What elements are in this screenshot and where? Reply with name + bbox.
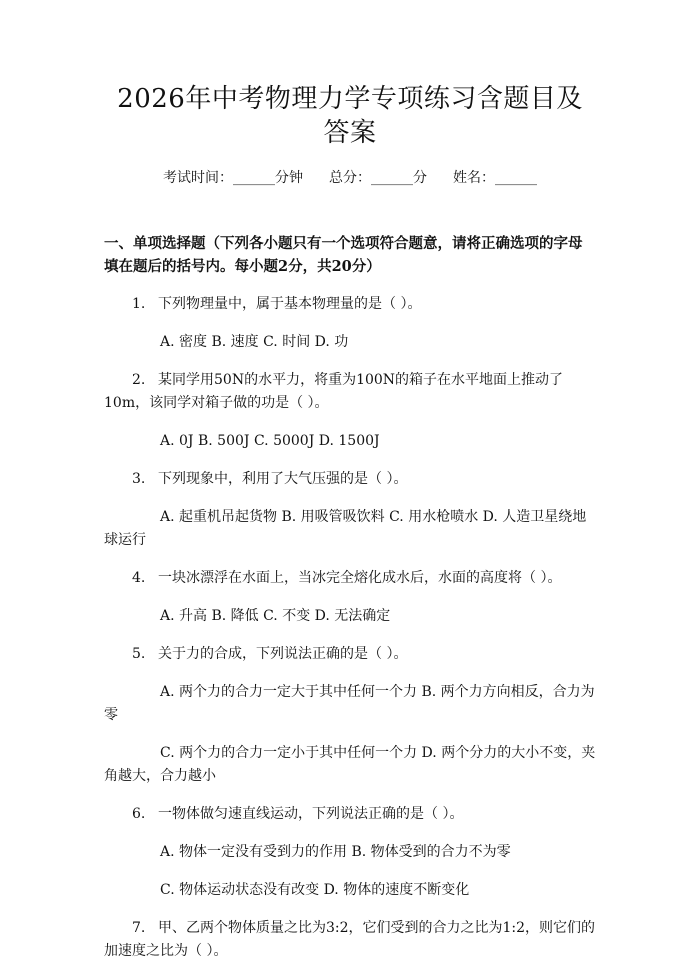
exam-time-field: 考试时间：______分钟 bbox=[163, 170, 303, 186]
question-item bbox=[104, 293, 596, 316]
question-item bbox=[104, 803, 596, 826]
question-options: A. 升高 B. 降低 C. 不变 D. 无法确定 bbox=[160, 608, 391, 624]
question-number: 2. bbox=[132, 372, 146, 388]
question-number: 1. bbox=[132, 296, 146, 312]
question-item bbox=[104, 468, 596, 491]
question-item bbox=[104, 917, 596, 963]
question-number: 4. bbox=[132, 570, 146, 586]
question-number: 3. bbox=[132, 471, 146, 487]
question-options: A. 密度 B. 速度 C. 时间 D. 功 bbox=[160, 334, 349, 350]
question-item bbox=[104, 643, 596, 666]
document-title: 2026年中考物理力学专项练习含题目及答案 bbox=[117, 84, 583, 148]
question-options: A. 起重机吊起货物 B. 用吸管吸饮料 C. 用水枪喷水 D. 人造卫星绕地球运行 bbox=[104, 509, 587, 548]
section-heading: 一、单项选择题（下列各小题只有一个选项符合题意，请将正确选项的字母填在题后的括号内。每小题2分，共20分） bbox=[104, 235, 583, 275]
question-stem: 甲、乙两个物体质量之比为3:2，它们受到的合力之比为1:2，则它们的加速度之比为（ ）。 bbox=[104, 920, 596, 959]
question-number: 7. bbox=[132, 920, 146, 936]
question-options: C. 两个力的合力一定小于其中任何一个力 D. 两个分力的大小不变，夹角越大，合力越小 bbox=[104, 745, 596, 784]
question-options: C. 物体运动状态没有改变 D. 物体的速度不断变化 bbox=[160, 882, 470, 898]
question-options: A. 物体一定没有受到力的作用 B. 物体受到的合力不为零 bbox=[160, 844, 511, 860]
question-stem: 下列现象中，利用了大气压强的是（ ）。 bbox=[158, 471, 408, 487]
question-item bbox=[104, 369, 596, 415]
exam-meta bbox=[104, 168, 596, 188]
question-stem: 下列物理量中，属于基本物理量的是（ ）。 bbox=[158, 296, 422, 312]
question-options: A. 两个力的合力一定大于其中任何一个力 B. 两个力方向相反，合力为零 bbox=[104, 684, 595, 723]
question-stem: 关于力的合成，下列说法正确的是（ ）。 bbox=[158, 646, 408, 662]
total-score-field: 总分：______分 bbox=[329, 170, 427, 186]
student-name-field: 姓名：______ bbox=[453, 170, 537, 186]
question-number: 6. bbox=[132, 806, 146, 822]
question-number: 5. bbox=[132, 646, 146, 662]
question-list bbox=[104, 293, 596, 963]
question-item bbox=[104, 567, 596, 590]
question-stem: 某同学用50N的水平力，将重为100N的箱子在水平地面上推动了10m，该同学对箱子做的功是（ ）。 bbox=[104, 372, 564, 411]
question-options: A. 0J B. 500J C. 5000J D. 1500J bbox=[160, 433, 380, 449]
question-stem: 一物体做匀速直线运动，下列说法正确的是（ ）。 bbox=[158, 806, 464, 822]
question-stem: 一块冰漂浮在水面上，当冰完全熔化成水后，水面的高度将（ ）。 bbox=[158, 570, 562, 586]
